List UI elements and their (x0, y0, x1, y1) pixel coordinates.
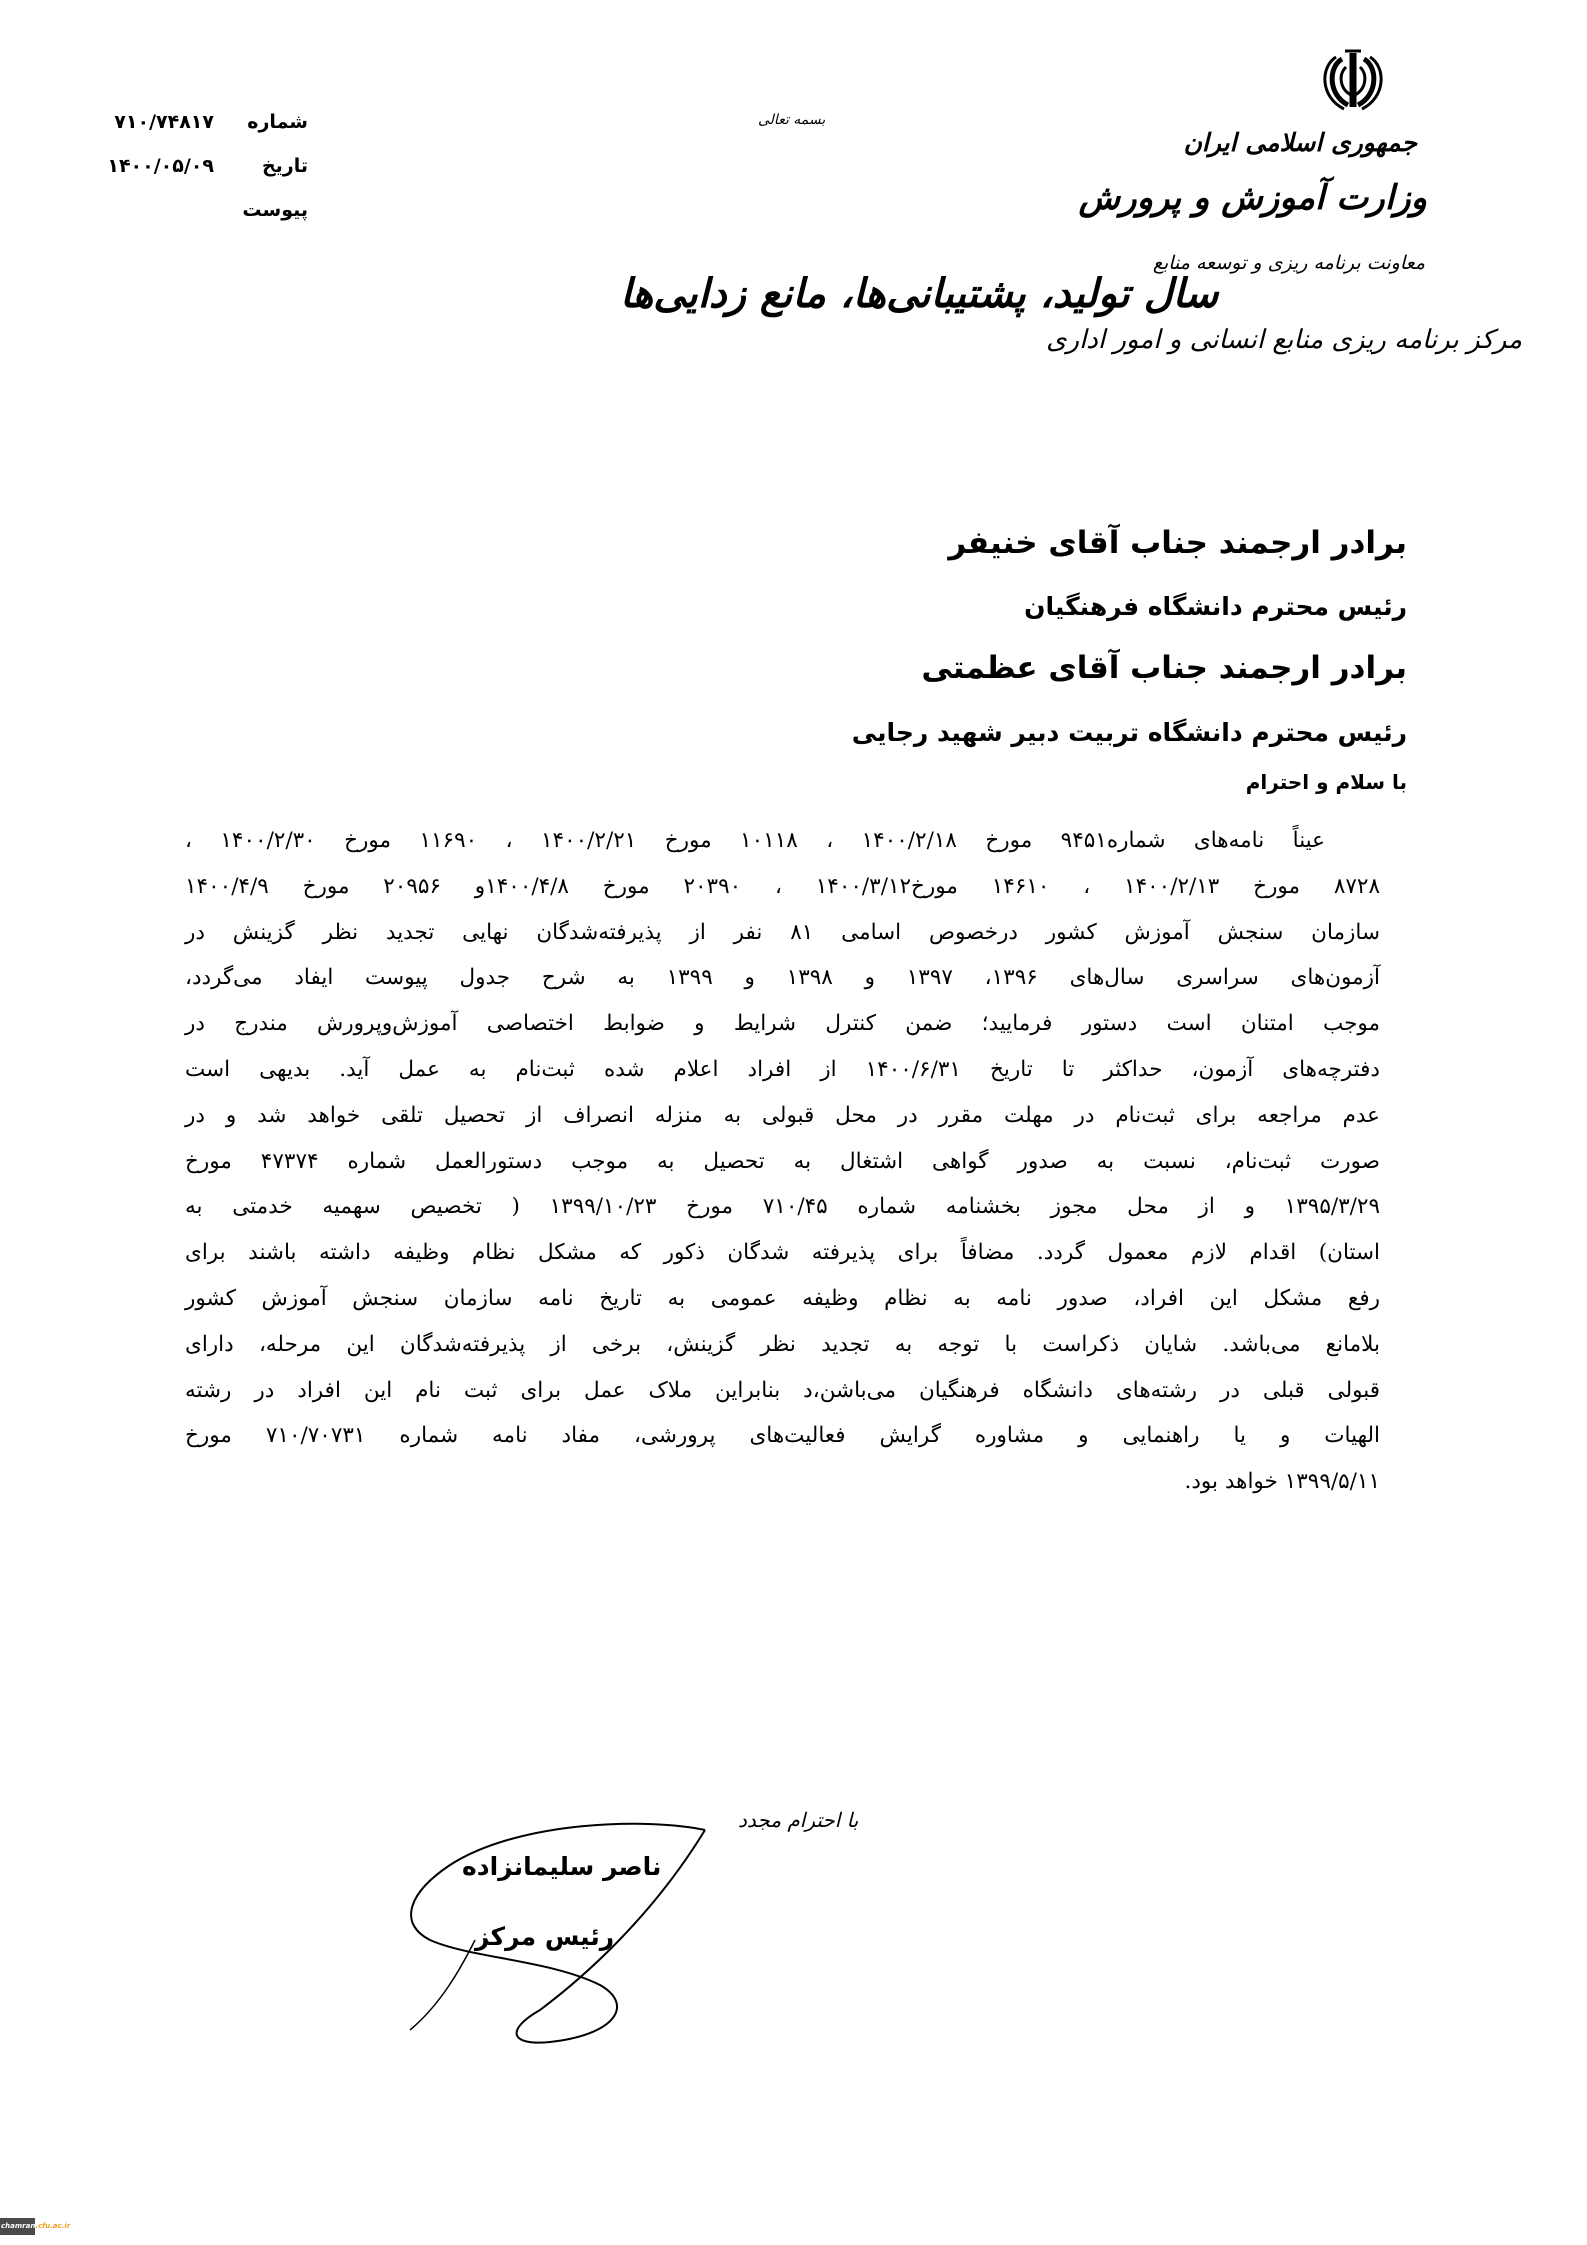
meta-attachment (98, 188, 308, 232)
meta-date (98, 144, 308, 188)
year-motto: سال تولید، پشتیبانی‌ها، مانع زدایی‌ها (620, 270, 1219, 317)
signer-name: ناصر سلیمانزاده (462, 1852, 662, 1881)
iran-emblem-icon (1318, 45, 1388, 115)
body-line: قبولی قبلی در رشته‌های دانشگاه فرهنگیان می‌باشن،د بنابراین ملاک عمل برای ثبت نام این افراد در رشته (185, 1377, 1380, 1403)
date-label: تاریخ (261, 155, 308, 177)
watermark-site: chamran (1, 2222, 36, 2230)
body-line: دفترچه‌های آزمون، حداکثر تا تاریخ ۱۴۰۰/۶/۳۱ از افراد اعلام شده ثبت‌نام به عمل آید. بدیهی است (185, 1056, 1380, 1082)
body-line: ۱۳۹۹/۵/۱۱ خواهد بود. (1184, 1469, 1380, 1495)
watermark-domain: .cfu.ac.ir (35, 2222, 71, 2230)
body-line: رفع مشکل این افراد، صدور نامه به نظام وظیفه عمومی به تاریخ نامه سازمان سنجش آموزش کشور (185, 1285, 1380, 1311)
addressee-2: برادر ارجمند جناب آقای عظمتی (921, 650, 1407, 686)
bismillah: بسمه تعالی (758, 112, 826, 128)
body-line: سازمان سنجش آموزش کشور درخصوص اسامی ۸۱ نفر از پذیرفته‌شدگان نهایی تجدید نظر گزینش در (185, 919, 1380, 945)
addressee-2-title: رئیس محترم دانشگاه تربیت دبیر شهید رجایی (851, 718, 1407, 747)
signer-title: رئیس مرکز (475, 1922, 615, 1951)
number-label: شماره (247, 111, 308, 133)
site-watermark (0, 2218, 71, 2235)
org-deputy: معاونت برنامه ریزی و توسعه منابع (1152, 252, 1425, 274)
addressee-1: برادر ارجمند جناب آقای خنیفر (948, 525, 1407, 561)
body-line: ۱۳۹۵/۳/۲۹ و از محل مجوز بخشنامه شماره ۷۱۰/۴۵ مورخ ۱۳۹۹/۱۰/۲۳ ( تخصیص سهمیه خدمتی به (185, 1194, 1380, 1220)
meta-number (98, 100, 308, 144)
letter-body (185, 818, 1380, 1505)
body-line: ۸۷۲۸ مورخ ۱۴۰۰/۲/۱۳ ، ۱۴۶۱۰ مورخ۱۴۰۰/۳/۱۲ ، ۲۰۳۹۰ مورخ ۱۴۰۰/۴/۸و ۲۰۹۵۶ مورخ ۱۴۰۰/۴/۹ (185, 873, 1381, 899)
org-center: مرکز برنامه ریزی منابع انسانی و امور اداری (1046, 325, 1522, 355)
closing-phrase: با احترام مجدد (738, 1808, 859, 1832)
date-value: ۱۴۰۰/۰۵/۰۹ (107, 155, 214, 177)
body-line: موجب امتنان است دستور فرمایید؛ ضمن کنترل شرایط و ضوابط اختصاصی آموزش‌وپرورش مندرج در (185, 1011, 1380, 1037)
body-line: صورت ثبت‌نام، نسبت به صدور گواهی اشتغال به تحصیل به موجب دستورالعمل شماره ۴۷۳۷۴ مورخ (185, 1148, 1381, 1174)
letter-meta (98, 100, 308, 232)
salutation: با سلام و احترام (1245, 770, 1407, 794)
body-line: عیناً نامه‌های شماره۹۴۵۱ مورخ ۱۴۰۰/۲/۱۸ ، ۱۰۱۱۸ مورخ ۱۴۰۰/۲/۲۱ ، ۱۱۶۹۰ مورخ ۱۴۰۰/۲/۳۰ ، (185, 828, 1325, 853)
org-country: جمهوری اسلامی ایران (1183, 128, 1417, 157)
addressee-1-title: رئیس محترم دانشگاه فرهنگیان (1024, 592, 1407, 621)
body-line: الهیات و یا راهنمایی و مشاوره گرایش فعالیت‌های پرورشی، مفاد نامه شماره ۷۱۰/۷۰۷۳۱ مورخ (185, 1423, 1381, 1449)
body-line: آزمون‌های سراسری سال‌های ۱۳۹۶، ۱۳۹۷ و ۱۳۹۸ و ۱۳۹۹ به شرح جدول پیوست ایفاد می‌گردد، (185, 965, 1380, 991)
number-value: ۷۱۰/۷۴۸۱۷ (114, 111, 214, 133)
body-line: استان) اقدام لازم معمول گردد. مضافاً برای پذیرفته شدگان ذکور که مشکل نظام وظیفه داشته باشند برای (185, 1240, 1380, 1266)
body-line: بلامانع می‌باشد. شایان ذکراست با توجه به تجدید نظر گزینش، برخی از پذیرفته‌شدگان این مرحله، دارای (185, 1331, 1380, 1357)
body-line: عدم مراجعه برای ثبت‌نام در مهلت مقرر در محل قبولی به منزله انصراف از تحصیل تلقی خواهد شد و در (185, 1102, 1380, 1128)
org-ministry: وزارت آموزش و پرورش (1078, 178, 1427, 218)
attachment-label: پیوست (242, 199, 308, 221)
